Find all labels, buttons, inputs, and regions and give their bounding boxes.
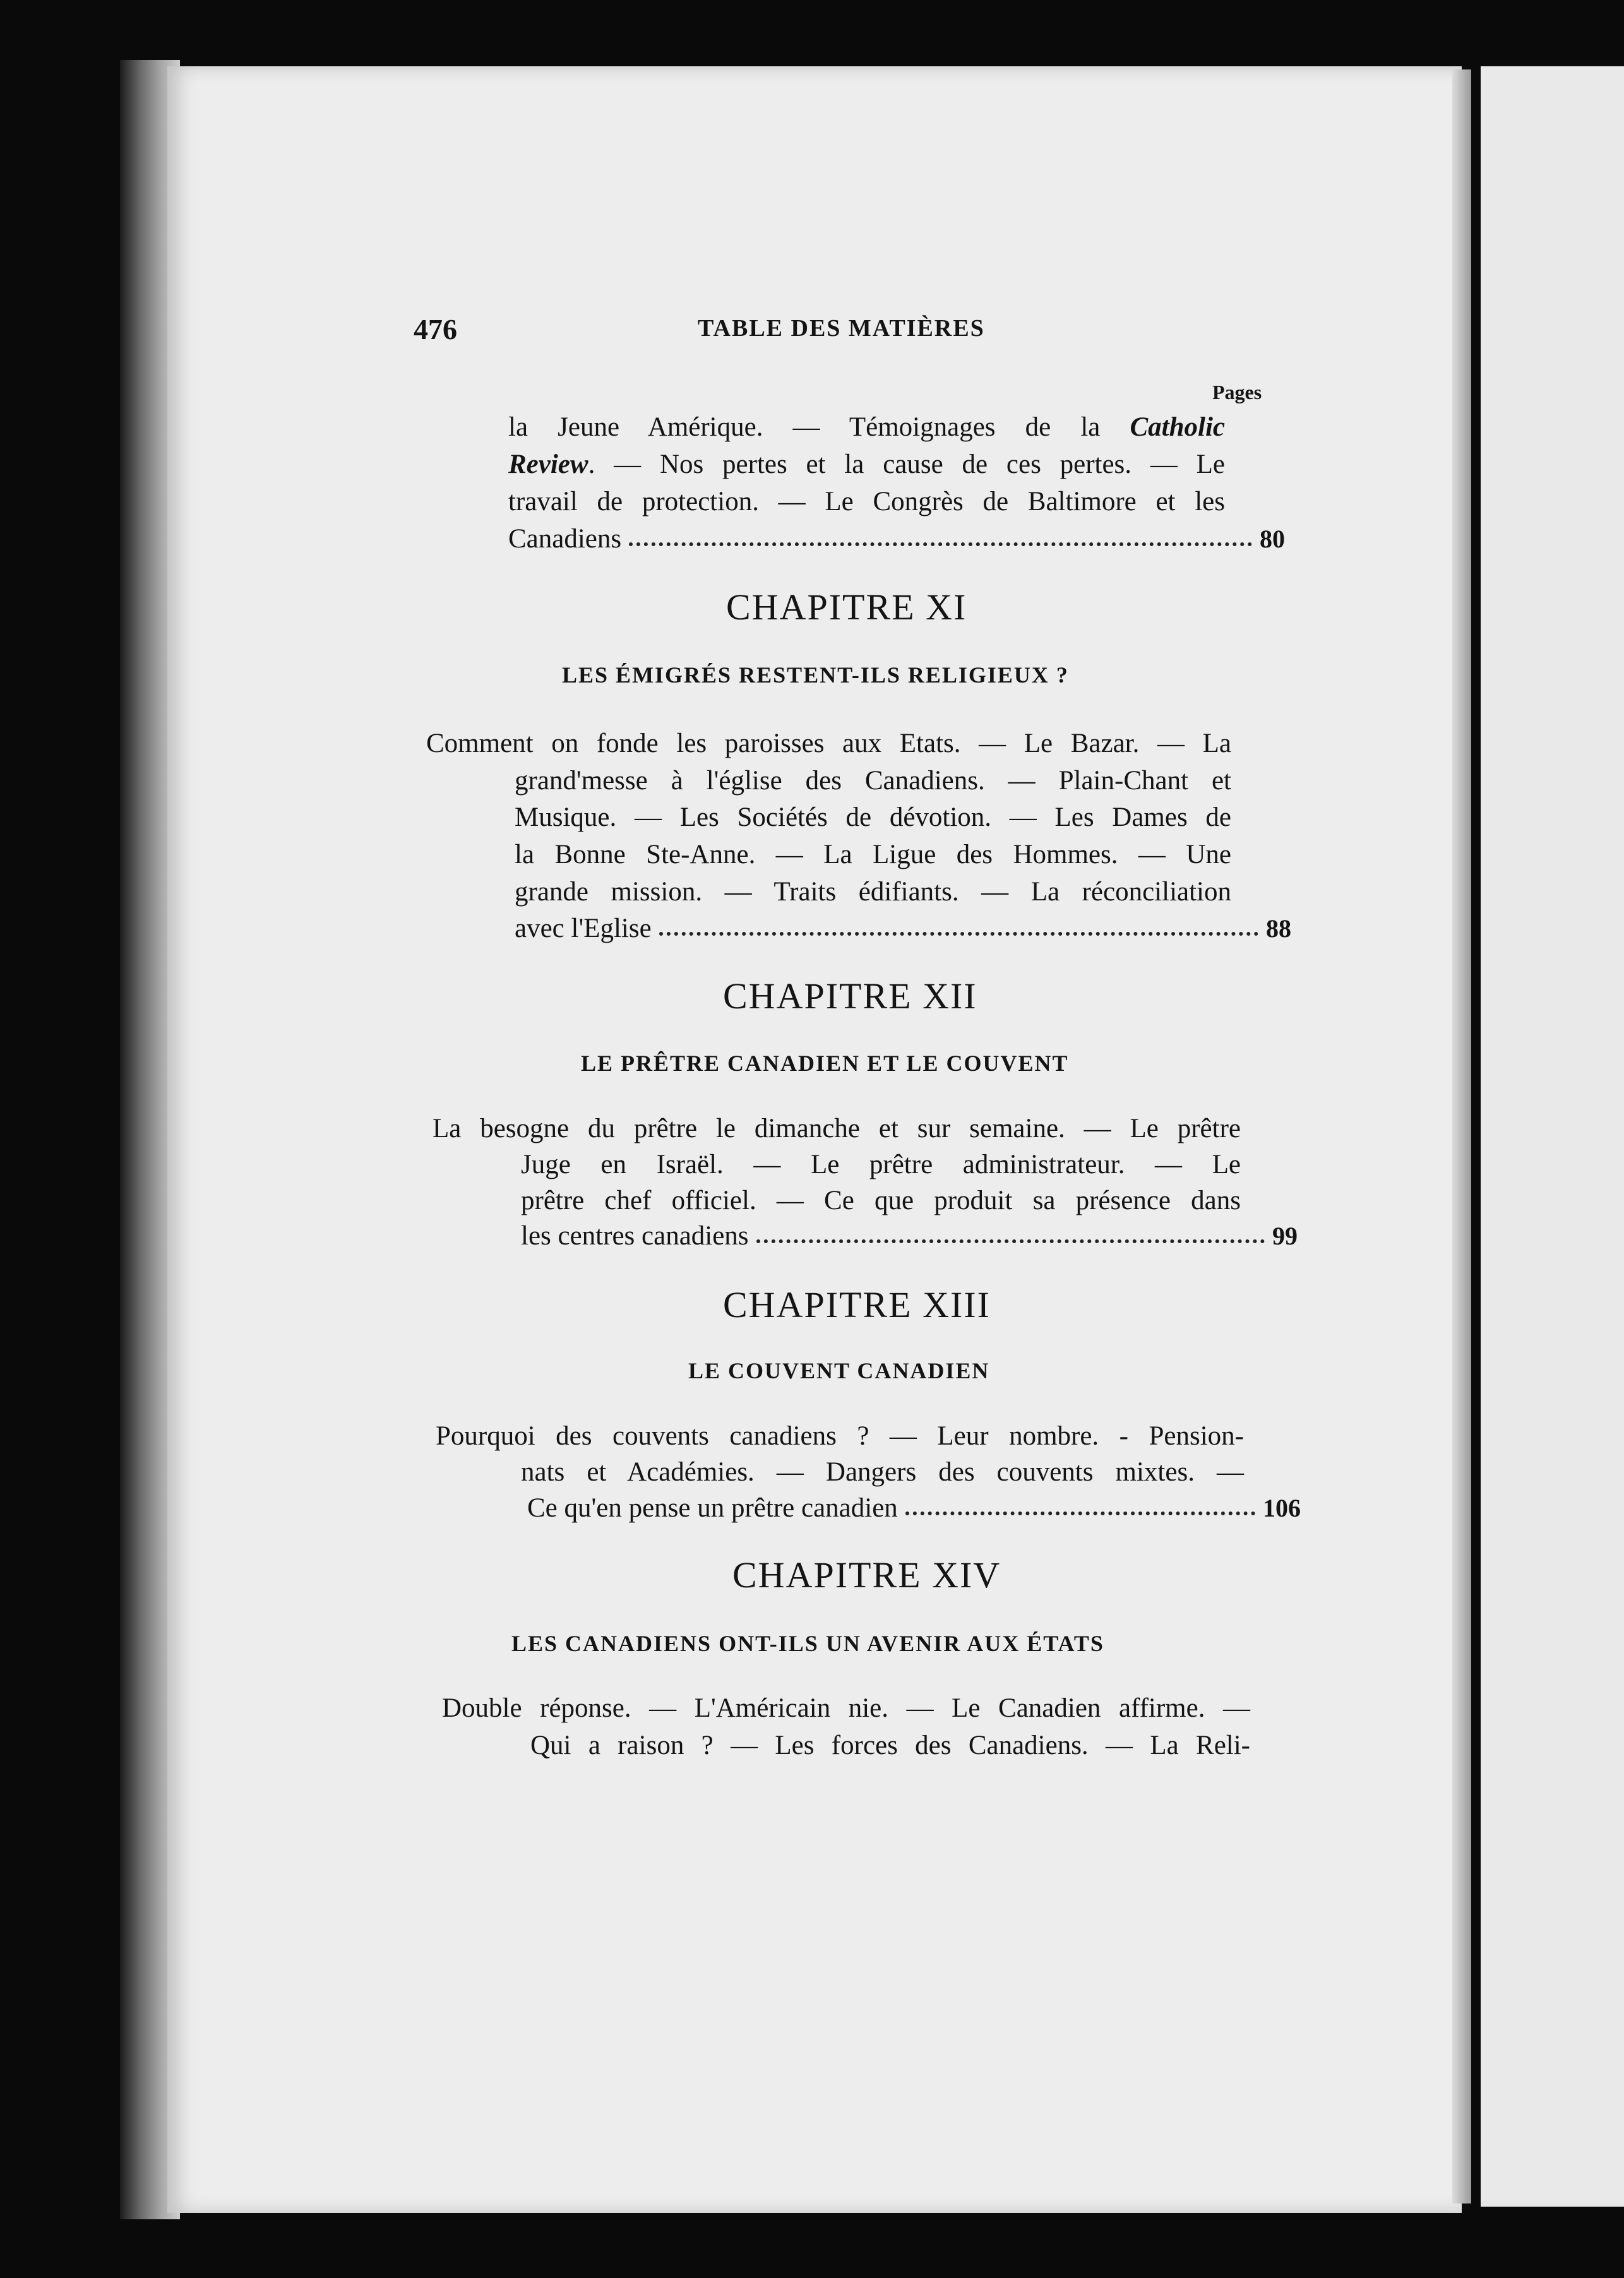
dot-leader	[629, 537, 1252, 546]
page-number: 476	[414, 313, 457, 345]
toc-line-text: les centres canadiens	[521, 1221, 749, 1251]
toc-line: Review. — Nos pertes et la cause de ces pertes. — Le	[508, 450, 1225, 479]
toc-line: Comment on fonde les paroisses aux Etats. — Le Bazar. — La	[426, 729, 1231, 758]
toc-line-text: Canadiens	[508, 524, 622, 554]
dot-leader	[905, 1506, 1255, 1515]
toc-leader-line	[527, 1493, 1301, 1524]
running-title: TABLE DES MATIÈRES	[698, 315, 985, 342]
toc-line: La besogne du prêtre le dimanche et sur semaine. — Le prêtre	[433, 1114, 1241, 1143]
chapter-title: LE PRÊTRE CANADIEN ET LE COUVENT	[581, 1051, 1069, 1076]
toc-leader-line	[521, 1220, 1298, 1251]
chapter-title: LES ÉMIGRÉS RESTENT-ILS RELIGIEUX ?	[562, 662, 1069, 688]
chapter-heading: CHAPITRE XI	[726, 587, 967, 628]
toc-leader-line	[515, 913, 1291, 944]
page-ref: 99	[1272, 1222, 1298, 1250]
toc-line: Pourquoi des couvents canadiens ? — Leur nombre. - Pension-	[436, 1421, 1244, 1451]
toc-line: Double réponse. — L'Américain nie. — Le Canadien affirme. —	[442, 1693, 1250, 1723]
dot-leader	[659, 927, 1258, 936]
toc-line: travail de protection. — Le Congrès de Baltimore et les	[508, 487, 1225, 516]
page-ref: 106	[1263, 1494, 1301, 1522]
toc-line: grand'messe à l'église des Canadiens. — Plain-Chant et	[515, 766, 1231, 796]
page-ref: 80	[1260, 525, 1285, 553]
toc-line: grande mission. — Traits édifiants. — La réconciliation	[515, 877, 1231, 907]
chapter-heading: CHAPITRE XII	[723, 975, 977, 1017]
chapter-title: LE COUVENT CANADIEN	[688, 1358, 990, 1383]
toc-line: Qui a raison ? — Les forces des Canadiens. — La Reli-	[530, 1731, 1250, 1760]
toc-line-text: Ce qu'en pense un prêtre canadien	[527, 1493, 898, 1523]
toc-line: Juge en Israël. — Le prêtre administrateur. — Le	[521, 1150, 1241, 1179]
page-ref: 88	[1266, 914, 1291, 943]
chapter-heading: CHAPITRE XIV	[732, 1554, 1001, 1595]
toc-line: la Bonne Ste-Anne. — La Ligue des Hommes. — Une	[515, 840, 1231, 869]
dot-leader	[756, 1234, 1265, 1243]
toc-line: Musique. — Les Sociétés de dévotion. — Les Dames de	[515, 802, 1231, 832]
page-gutter	[1452, 69, 1471, 2203]
toc-line: prêtre chef officiel. — Ce que produit sa présence dans	[521, 1186, 1241, 1215]
facing-page	[1481, 66, 1624, 2207]
toc-line-text: avec l'Eglise	[515, 914, 652, 943]
chapter-heading: CHAPITRE XIII	[723, 1284, 991, 1325]
pages-label: Pages	[1212, 381, 1262, 403]
toc-leader-line	[508, 523, 1285, 554]
toc-line: nats et Académies. — Dangers des couvents mixtes. —	[521, 1457, 1244, 1487]
toc-line: la Jeune Amérique. — Témoignages de la Catholic	[508, 412, 1225, 442]
chapter-title: LES CANADIENS ONT-ILS UN AVENIR AUX ÉTATS	[511, 1631, 1104, 1656]
